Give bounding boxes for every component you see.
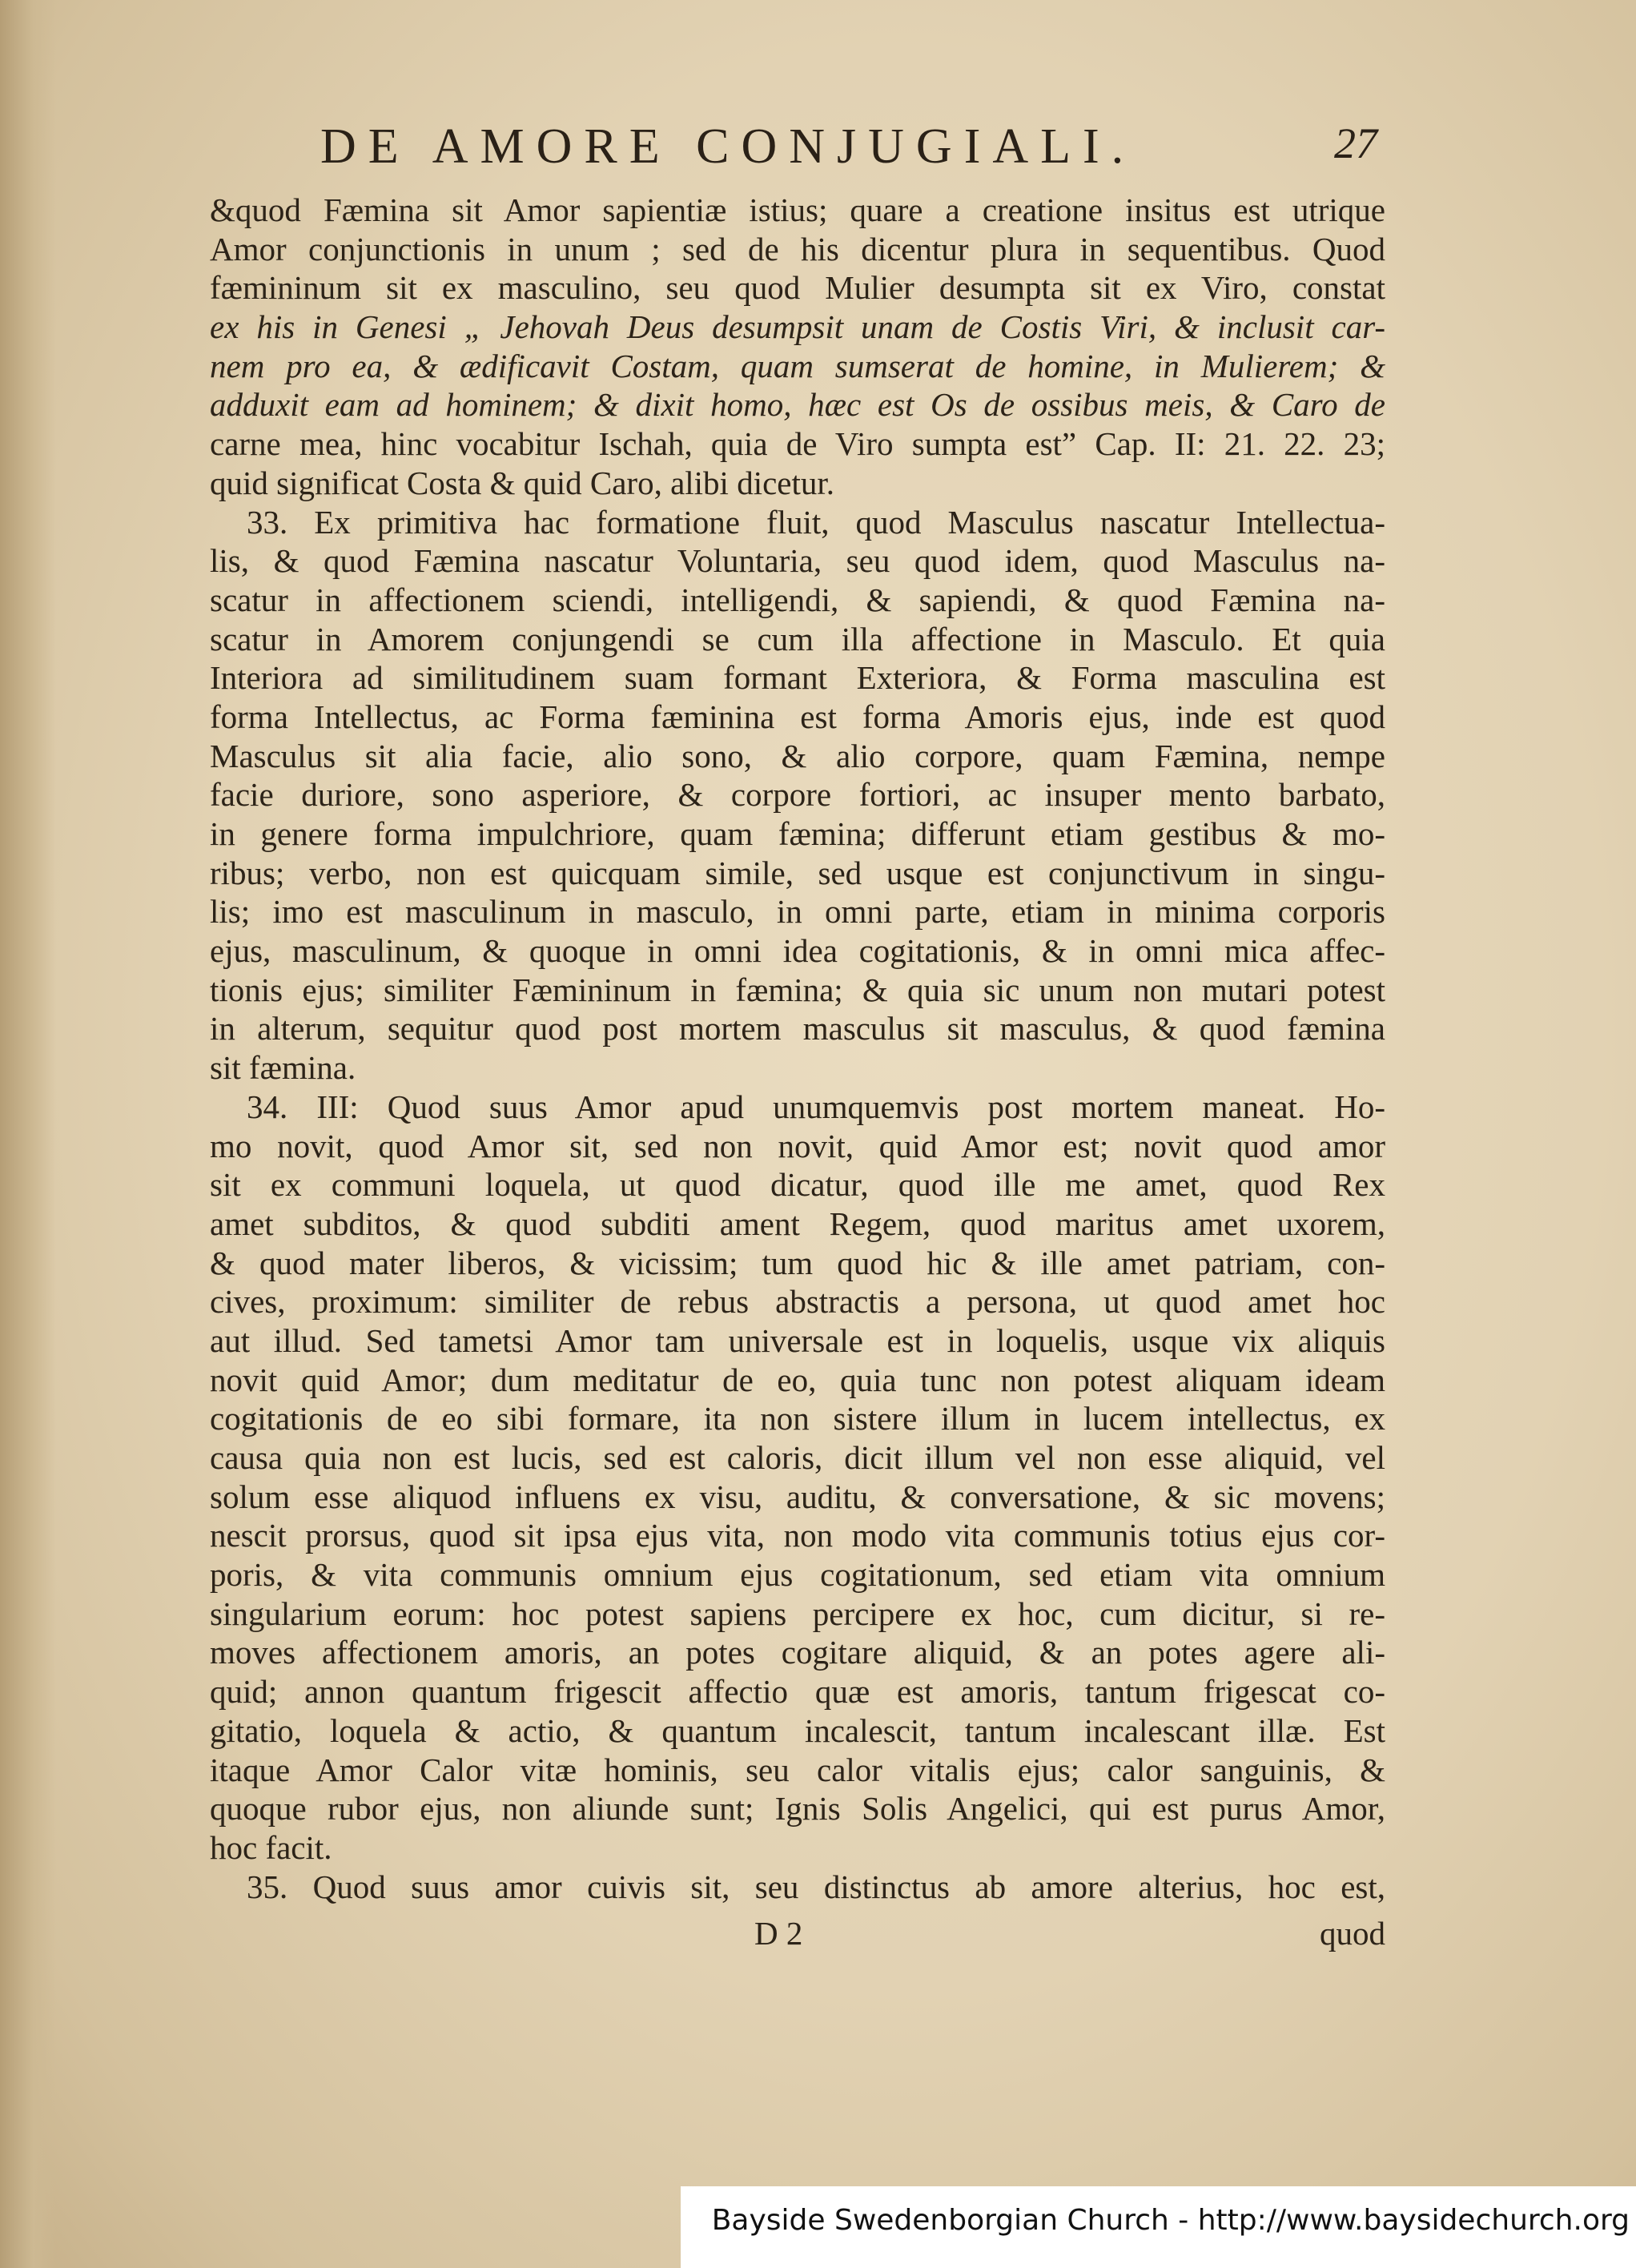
watermark-text: Bayside Swedenborgian Church - http://www.baysidechurch.org <box>711 2204 1630 2237</box>
text-line: moves affectionem amoris, an potes cogitare aliquid, & an potes agere ali- <box>210 1634 1385 1671</box>
text-line: scatur in affectionem sciendi, intelligendi, & sapiendi, & quod Fæmina na- <box>210 581 1385 618</box>
text-line: forma Intellectus, ac Forma fæminina est forma Amoris ejus, inde est quod <box>210 698 1385 735</box>
text-line: cogitationis de eo sibi formare, ita non sistere illum in lucem intellectus, ex <box>210 1400 1385 1438</box>
text-line: itaque Amor Calor vitæ hominis, seu calor vitalis ejus; calor sanguinis, & <box>210 1751 1385 1788</box>
text-line: & quod mater liberos, & vicissim; tum quod hic & ille amet patriam, con- <box>210 1244 1385 1281</box>
text-line: Interiora ad similitudinem suam formant Exteriora, & Forma masculina est <box>210 659 1385 697</box>
running-title: DE AMORE CONJUGIALI. <box>320 119 1136 174</box>
text-line: ejus, masculinum, & quoque in omni idea cogitationis, & in omni mica affec- <box>210 932 1385 970</box>
paragraph-35-start: 35. Quod suus amor cuivis sit, seu distinctus ab amore alterius, hoc est, <box>247 1868 1385 1905</box>
text-line: sit fæmina. <box>210 1049 356 1087</box>
watermark-banner <box>681 2186 1636 2268</box>
text-line: singularium eorum: hoc potest sapiens percipere ex hoc, cum dicitur, si re- <box>210 1594 1385 1632</box>
text-line: gitatio, loquela & actio, & quantum incalescit, tantum incalescant illæ. Est <box>210 1711 1385 1749</box>
text-line: scatur in Amorem conjungendi se cum illa affectione in Masculo. Et quia <box>210 620 1385 657</box>
text-line: hoc facit. <box>210 1828 332 1866</box>
text-line: nem pro ea, & ædificavit Costam, quam sumserat de homine, in Mulierem; & <box>210 347 1385 384</box>
page-number: 27 <box>1334 119 1377 167</box>
text-line: mo novit, quod Amor sit, sed non novit, quid Amor est; novit quod amor <box>210 1127 1385 1164</box>
text-line: aut illud. Sed tametsi Amor tam universale est in loquelis, usque vix aliquis <box>210 1321 1385 1359</box>
text-line: amet subditos, & quod subditi ament Regem, quod maritus amet uxorem, <box>210 1204 1385 1242</box>
text-line: cives, proximum: similiter de rebus abstractis a persona, ut quod amet hoc <box>210 1283 1385 1321</box>
text-line: in genere forma impulchriore, quam fæmina; differunt etiam gestibus & mo- <box>210 815 1385 852</box>
text-line: quoque rubor ejus, non aliunde sunt; Ignis Solis Angelici, qui est purus Amor, <box>210 1790 1385 1828</box>
binding-gutter-shadow <box>0 0 56 2268</box>
text-line: lis, & quod Fæmina nascatur Voluntaria, seu quod idem, quod Masculus na- <box>210 542 1385 580</box>
page-body-text <box>210 191 1385 1906</box>
text-line: lis; imo est masculinum in masculo, in omni parte, etiam in minima corporis <box>210 893 1385 931</box>
paragraph-33-start: 33. Ex primitiva hac formatione fluit, quod Masculus nascatur Intellectua- <box>247 503 1385 541</box>
text-line: carne mea, hinc vocabitur Ischah, quia de Viro sumpta est” Cap. II: 21. 22. 23; <box>210 425 1385 463</box>
text-line: ribus; verbo, non est quicquam simile, sed usque est conjunctivum in singu- <box>210 854 1385 891</box>
text-line: quid; annon quantum frigescit affectio quæ est amoris, tantum frigescat co- <box>210 1673 1385 1711</box>
text-line: sit ex communi loquela, ut quod dicatur, quod ille me amet, quod Rex <box>210 1166 1385 1204</box>
text-line: Masculus sit alia facie, alio sono, & alio corpore, quam Fæmina, nempe <box>210 737 1385 774</box>
signature-mark: D 2 <box>754 1915 803 1952</box>
text-line: poris, & vita communis omnium ejus cogitationum, sed etiam vita omnium <box>210 1556 1385 1594</box>
text-line: tionis ejus; similiter Fæmininum in fæmina; & quia sic unum non mutari potest <box>210 971 1385 1008</box>
text-line: novit quid Amor; dum meditatur de eo, quia tunc non potest aliquam ideam <box>210 1361 1385 1398</box>
text-line: facie duriore, sono asperiore, & corpore fortiori, ac insuper mento barbato, <box>210 776 1385 814</box>
text-line: fæmininum sit ex masculino, seu quod Mulier desumpta sit ex Viro, constat <box>210 269 1385 307</box>
text-line: ex his in Genesi „ Jehovah Deus desumpsit unam de Costis Viri, & inclusit car- <box>210 308 1385 346</box>
page-header <box>320 119 1377 183</box>
text-line: adduxit eam ad hominem; & dixit homo, hæc est Os de ossibus meis, & Caro de <box>210 386 1385 424</box>
text-line: quid significat Costa & quid Caro, alibi dicetur. <box>210 464 835 501</box>
text-line: &quod Fæmina sit Amor sapientiæ istius; quare a creatione insitus est utrique <box>210 191 1385 228</box>
text-line: solum esse aliquod influens ex visu, auditu, & conversatione, & sic movens; <box>210 1478 1385 1515</box>
text-line: nescit prorsus, quod sit ipsa ejus vita, non modo vita communis totius ejus cor- <box>210 1517 1385 1554</box>
catchword: quod <box>1320 1915 1385 1952</box>
page-footer <box>210 1914 1385 1962</box>
text-line: Amor conjunctionis in unum ; sed de his dicentur plura in sequentibus. Quod <box>210 230 1385 267</box>
text-line: causa quia non est lucis, sed est caloris, dicit illum vel non esse aliquid, vel <box>210 1439 1385 1476</box>
text-line: in alterum, sequitur quod post mortem masculus sit masculus, & quod fæmina <box>210 1010 1385 1048</box>
paragraph-34-heading: 34. III: Quod suus Amor apud unumquemvis post mortem maneat. Ho- <box>247 1088 1385 1125</box>
